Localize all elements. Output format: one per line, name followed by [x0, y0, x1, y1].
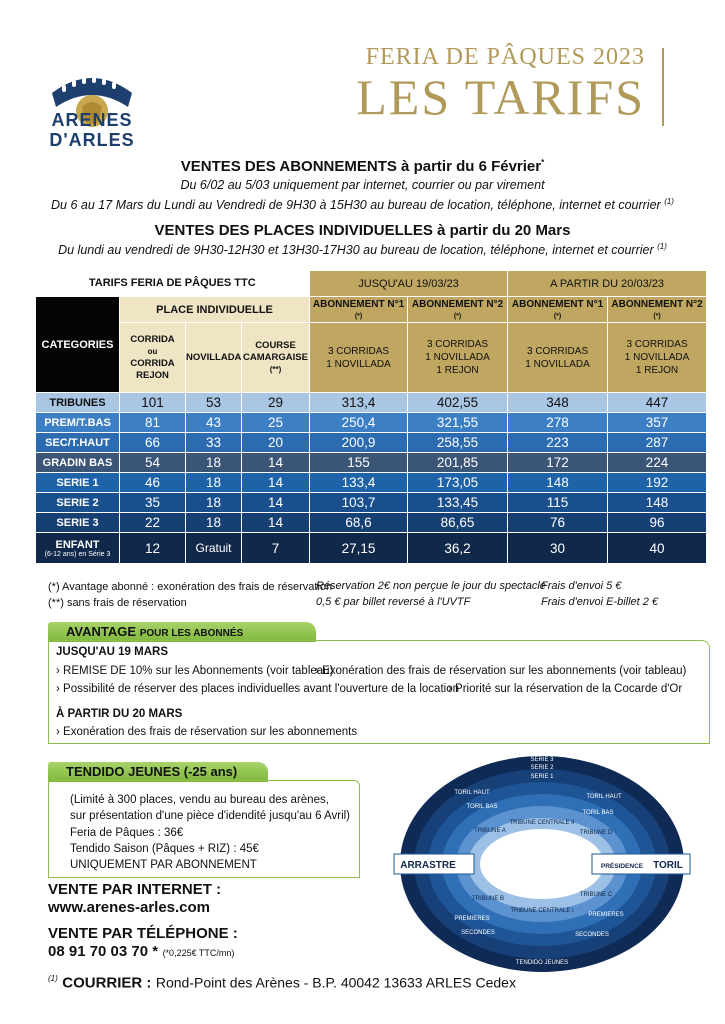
- map-serie3: SERIE 3: [530, 757, 554, 763]
- table-row: [36, 393, 707, 413]
- phone-note: (*0,225€ TTC/mn): [162, 948, 235, 958]
- price-cell: 18: [186, 453, 242, 473]
- title-divider: [662, 48, 664, 126]
- row-label: PREM/T.BAS: [36, 413, 120, 433]
- tendido-line2: sur présentation d'une pièce d'idendité jusqu'au 6 Avril): [70, 810, 351, 822]
- price-cell: 173,05: [408, 473, 508, 493]
- places-heading: VENTES DES PLACES INDIVIDUELLES à partir du 20 Mars: [154, 222, 571, 239]
- price-cell: 278: [508, 413, 608, 433]
- place-individuelle-header: PLACE INDIVIDUELLE: [120, 297, 310, 323]
- tendido-line4: Tendido Saison (Pâques + RIZ) : 45€: [70, 843, 259, 855]
- price-cell: 224: [608, 453, 707, 473]
- abo1-header-p1: ABONNEMENT N°1 (*): [310, 297, 408, 323]
- price-cell: 66: [120, 433, 186, 453]
- categories-header: CATEGORIES: [36, 297, 120, 393]
- map-tribune-c1: TRIBUNE CENTRALE I: [510, 908, 574, 914]
- abo1-desc-p1: 3 CORRIDAS 1 NOVILLADA: [310, 323, 408, 393]
- price-cell: 148: [508, 473, 608, 493]
- map-tendido: TENDIDO JEUNES: [515, 960, 569, 966]
- price-cell: 103,7: [310, 493, 408, 513]
- map-secondes-r: SECONDES: [575, 932, 609, 938]
- abonnements-line1: Du 6/02 au 5/03 uniquement par internet, courrier ou par virement: [180, 178, 545, 192]
- note-avantage-abonne: (*) Avantage abonné : exonération des frais de réservation: [48, 581, 333, 593]
- note-uvtf: 0,5 € par billet reversé à l'UVTF: [316, 596, 471, 608]
- price-cell: 14: [242, 513, 310, 533]
- price-cell: 258,55: [408, 433, 508, 453]
- map-premieres-l: PREMIERES: [454, 916, 490, 922]
- price-cell: 46: [120, 473, 186, 493]
- price-cell: 133,4: [310, 473, 408, 493]
- price-cell: 348: [508, 393, 608, 413]
- tendido-line5: UNIQUEMENT PAR ABONNEMENT: [70, 859, 257, 871]
- tendido-tab: TENDIDO JEUNES (-25 ans): [48, 762, 268, 782]
- price-cell: 54: [120, 453, 186, 473]
- table-row: [36, 513, 707, 533]
- price-cell: 12: [120, 533, 186, 564]
- avantage-remise: › REMISE DE 10% sur les Abonnements (voir tableau): [56, 665, 334, 677]
- col-novillada: NOVILLADA: [186, 323, 242, 393]
- price-cell: Gratuit: [186, 533, 242, 564]
- price-cell: 53: [186, 393, 242, 413]
- logo-text-arenes: ARENES: [51, 110, 133, 130]
- avantage-possibilite: › Possibilité de réserver des places individuelles avant l'ouverture de la location: [56, 683, 459, 695]
- table-row: [36, 433, 707, 453]
- logo-text-arles: D'ARLES: [49, 130, 135, 150]
- abonnements-line2: Du 6 au 17 Mars du Lundi au Vendredi de 9H30 à 15H30 au bureau de location, téléphone, internet et courrier $^{(1)}$: [51, 197, 674, 213]
- price-cell: 201,85: [408, 453, 508, 473]
- price-cell: 447: [608, 393, 707, 413]
- avantage-exoneration: › Exonération des frais de réservation sur les abonnements (voir tableau): [315, 665, 687, 677]
- price-cell: 192: [608, 473, 707, 493]
- note-frais-ebillet: Frais d'envoi E-billet 2 €: [541, 596, 659, 608]
- map-toril-bas-r: TORIL BAS: [582, 810, 614, 816]
- row-label: SERIE 3: [36, 513, 120, 533]
- courrier-line: $^{(1)}$ COURRIER : Rond-Point des Arènes - B.P. 40042 13633 ARLES Cedex: [48, 974, 516, 992]
- map-presidence: PRÉSIDENCE: [600, 863, 644, 870]
- price-cell: 14: [242, 453, 310, 473]
- price-cell: 43: [186, 413, 242, 433]
- price-cell: 101: [120, 393, 186, 413]
- price-cell: 200,9: [310, 433, 408, 453]
- price-cell: 155: [310, 453, 408, 473]
- price-cell: 402,55: [408, 393, 508, 413]
- row-label: SEC/T.HAUT: [36, 433, 120, 453]
- price-cell: 86,65: [408, 513, 508, 533]
- map-serie1: SERIE 1: [530, 774, 554, 780]
- map-secondes-l: SECONDES: [461, 930, 495, 936]
- price-cell: 33: [186, 433, 242, 453]
- tendido-line3: Feria de Pâques : 36€: [70, 827, 184, 839]
- avantage-sec1-title: JUSQU'AU 19 MARS: [56, 646, 169, 658]
- price-cell: 321,55: [408, 413, 508, 433]
- note-sans-frais: (**) sans frais de réservation: [48, 597, 187, 609]
- price-cell: 27,15: [310, 533, 408, 564]
- tendido-line1: (Limité à 300 places, vendu au bureau des arènes,: [70, 794, 329, 806]
- map-tribune-c2: TRIBUNE CENTRALE II: [509, 820, 575, 826]
- price-cell: 14: [242, 473, 310, 493]
- row-label: SERIE 1: [36, 473, 120, 493]
- map-toril-haut-l: TORIL HAUT: [454, 790, 490, 796]
- arena-seating-map: [392, 752, 692, 977]
- price-cell: 81: [120, 413, 186, 433]
- map-premieres-r: PREMIERES: [588, 912, 624, 918]
- abo1-desc-p2: 3 CORRIDAS 1 NOVILLADA: [508, 323, 608, 393]
- map-toril: TORIL: [653, 860, 683, 871]
- price-cell: 18: [186, 473, 242, 493]
- price-cell: 18: [186, 493, 242, 513]
- abo2-desc-p2: 3 CORRIDAS 1 NOVILLADA 1 REJON: [608, 323, 707, 393]
- period1-header: JUSQU'AU 19/03/23: [310, 271, 508, 297]
- avantage-sec2-title: À PARTIR DU 20 MARS: [56, 708, 183, 720]
- table-row: [36, 473, 707, 493]
- phone-label: VENTE PAR TÉLÉPHONE :: [48, 925, 238, 942]
- table-row: [36, 453, 707, 473]
- price-cell: 7: [242, 533, 310, 564]
- price-cell: 115: [508, 493, 608, 513]
- price-cell: 14: [242, 493, 310, 513]
- price-cell: 172: [508, 453, 608, 473]
- price-cell: 133,45: [408, 493, 508, 513]
- price-cell: 29: [242, 393, 310, 413]
- note-reservation: Réservation 2€ non perçue le jour du spectacle: [316, 580, 546, 592]
- price-cell: 40: [608, 533, 707, 564]
- price-cell: 20: [242, 433, 310, 453]
- table-row: [36, 493, 707, 513]
- abo1-header-p2: ABONNEMENT N°1 (*): [508, 297, 608, 323]
- tarifs-table: [35, 270, 706, 564]
- map-tribune-c: TRIBUNE C: [579, 892, 613, 898]
- row-label: TRIBUNES: [36, 393, 120, 413]
- price-cell: 357: [608, 413, 707, 433]
- internet-label: VENTE PAR INTERNET :: [48, 881, 222, 898]
- row-label: SERIE 2: [36, 493, 120, 513]
- abonnements-heading: VENTES DES ABONNEMENTS à partir du 6 Février*: [180, 158, 545, 175]
- phone-number[interactable]: 08 91 70 03 70 *: [48, 943, 159, 960]
- price-cell: 18: [186, 513, 242, 533]
- map-toril-haut-r: TORIL HAUT: [586, 794, 622, 800]
- avantage-sec2-line: › Exonération des frais de réservation sur les abonnements: [56, 726, 358, 738]
- price-cell: 223: [508, 433, 608, 453]
- price-cell: 68,6: [310, 513, 408, 533]
- price-cell: 36,2: [408, 533, 508, 564]
- price-cell: 250,4: [310, 413, 408, 433]
- table-title: TARIFS FERIA DE PÂQUES TTC: [88, 277, 256, 290]
- note-frais-envoi: Frais d'envoi 5 €: [541, 580, 622, 592]
- period2-header: A PARTIR DU 20/03/23: [508, 271, 707, 297]
- abo2-desc-p1: 3 CORRIDAS 1 NOVILLADA 1 REJON: [408, 323, 508, 393]
- row-label: GRADIN BAS: [36, 453, 120, 473]
- price-cell: 96: [608, 513, 707, 533]
- price-cell: 148: [608, 493, 707, 513]
- col-corrida: CORRIDA ou CORRIDA REJON: [120, 323, 186, 393]
- price-cell: 76: [508, 513, 608, 533]
- map-tribune-b: TRIBUNE B: [471, 896, 505, 902]
- map-tribune-a: TRIBUNE A: [474, 828, 506, 834]
- map-tribune-d: TRIBUNE D: [579, 830, 613, 836]
- page-title: LES TARIFS: [356, 69, 645, 125]
- price-cell: 25: [242, 413, 310, 433]
- price-cell: 287: [608, 433, 707, 453]
- internet-url[interactable]: www.arenes-arles.com: [48, 899, 211, 916]
- avantage-priorite: › Priorité sur la réservation de la Cocarde d'Or: [448, 683, 683, 695]
- abo2-header-p2: ABONNEMENT N°2 (*): [608, 297, 707, 323]
- col-course-camargaise: COURSE CAMARGAISE (**): [242, 323, 310, 393]
- map-serie2: SERIE 2: [530, 765, 554, 771]
- price-cell: 22: [120, 513, 186, 533]
- price-cell: 35: [120, 493, 186, 513]
- table-row: [36, 413, 707, 433]
- abo2-header-p1: ABONNEMENT N°2 (*): [408, 297, 508, 323]
- feria-title: FERIA DE PÂQUES 2023: [365, 44, 645, 70]
- map-arrastre: ARRASTRE: [400, 860, 456, 871]
- row-label: ENFANT (6-12 ans) en Série 3: [36, 533, 120, 564]
- map-toril-bas-l: TORIL BAS: [466, 804, 498, 810]
- places-line1: Du lundi au vendredi de 9H30-12H30 et 13H30-17H30 au bureau de location, téléphone, internet et courrier $^{(1)}$: [58, 242, 667, 258]
- avantage-tab: AVANTAGE POUR LES ABONNÉS: [48, 622, 316, 642]
- table-row: [36, 533, 707, 564]
- price-cell: 30: [508, 533, 608, 564]
- price-cell: 313,4: [310, 393, 408, 413]
- phone-line: [48, 943, 234, 961]
